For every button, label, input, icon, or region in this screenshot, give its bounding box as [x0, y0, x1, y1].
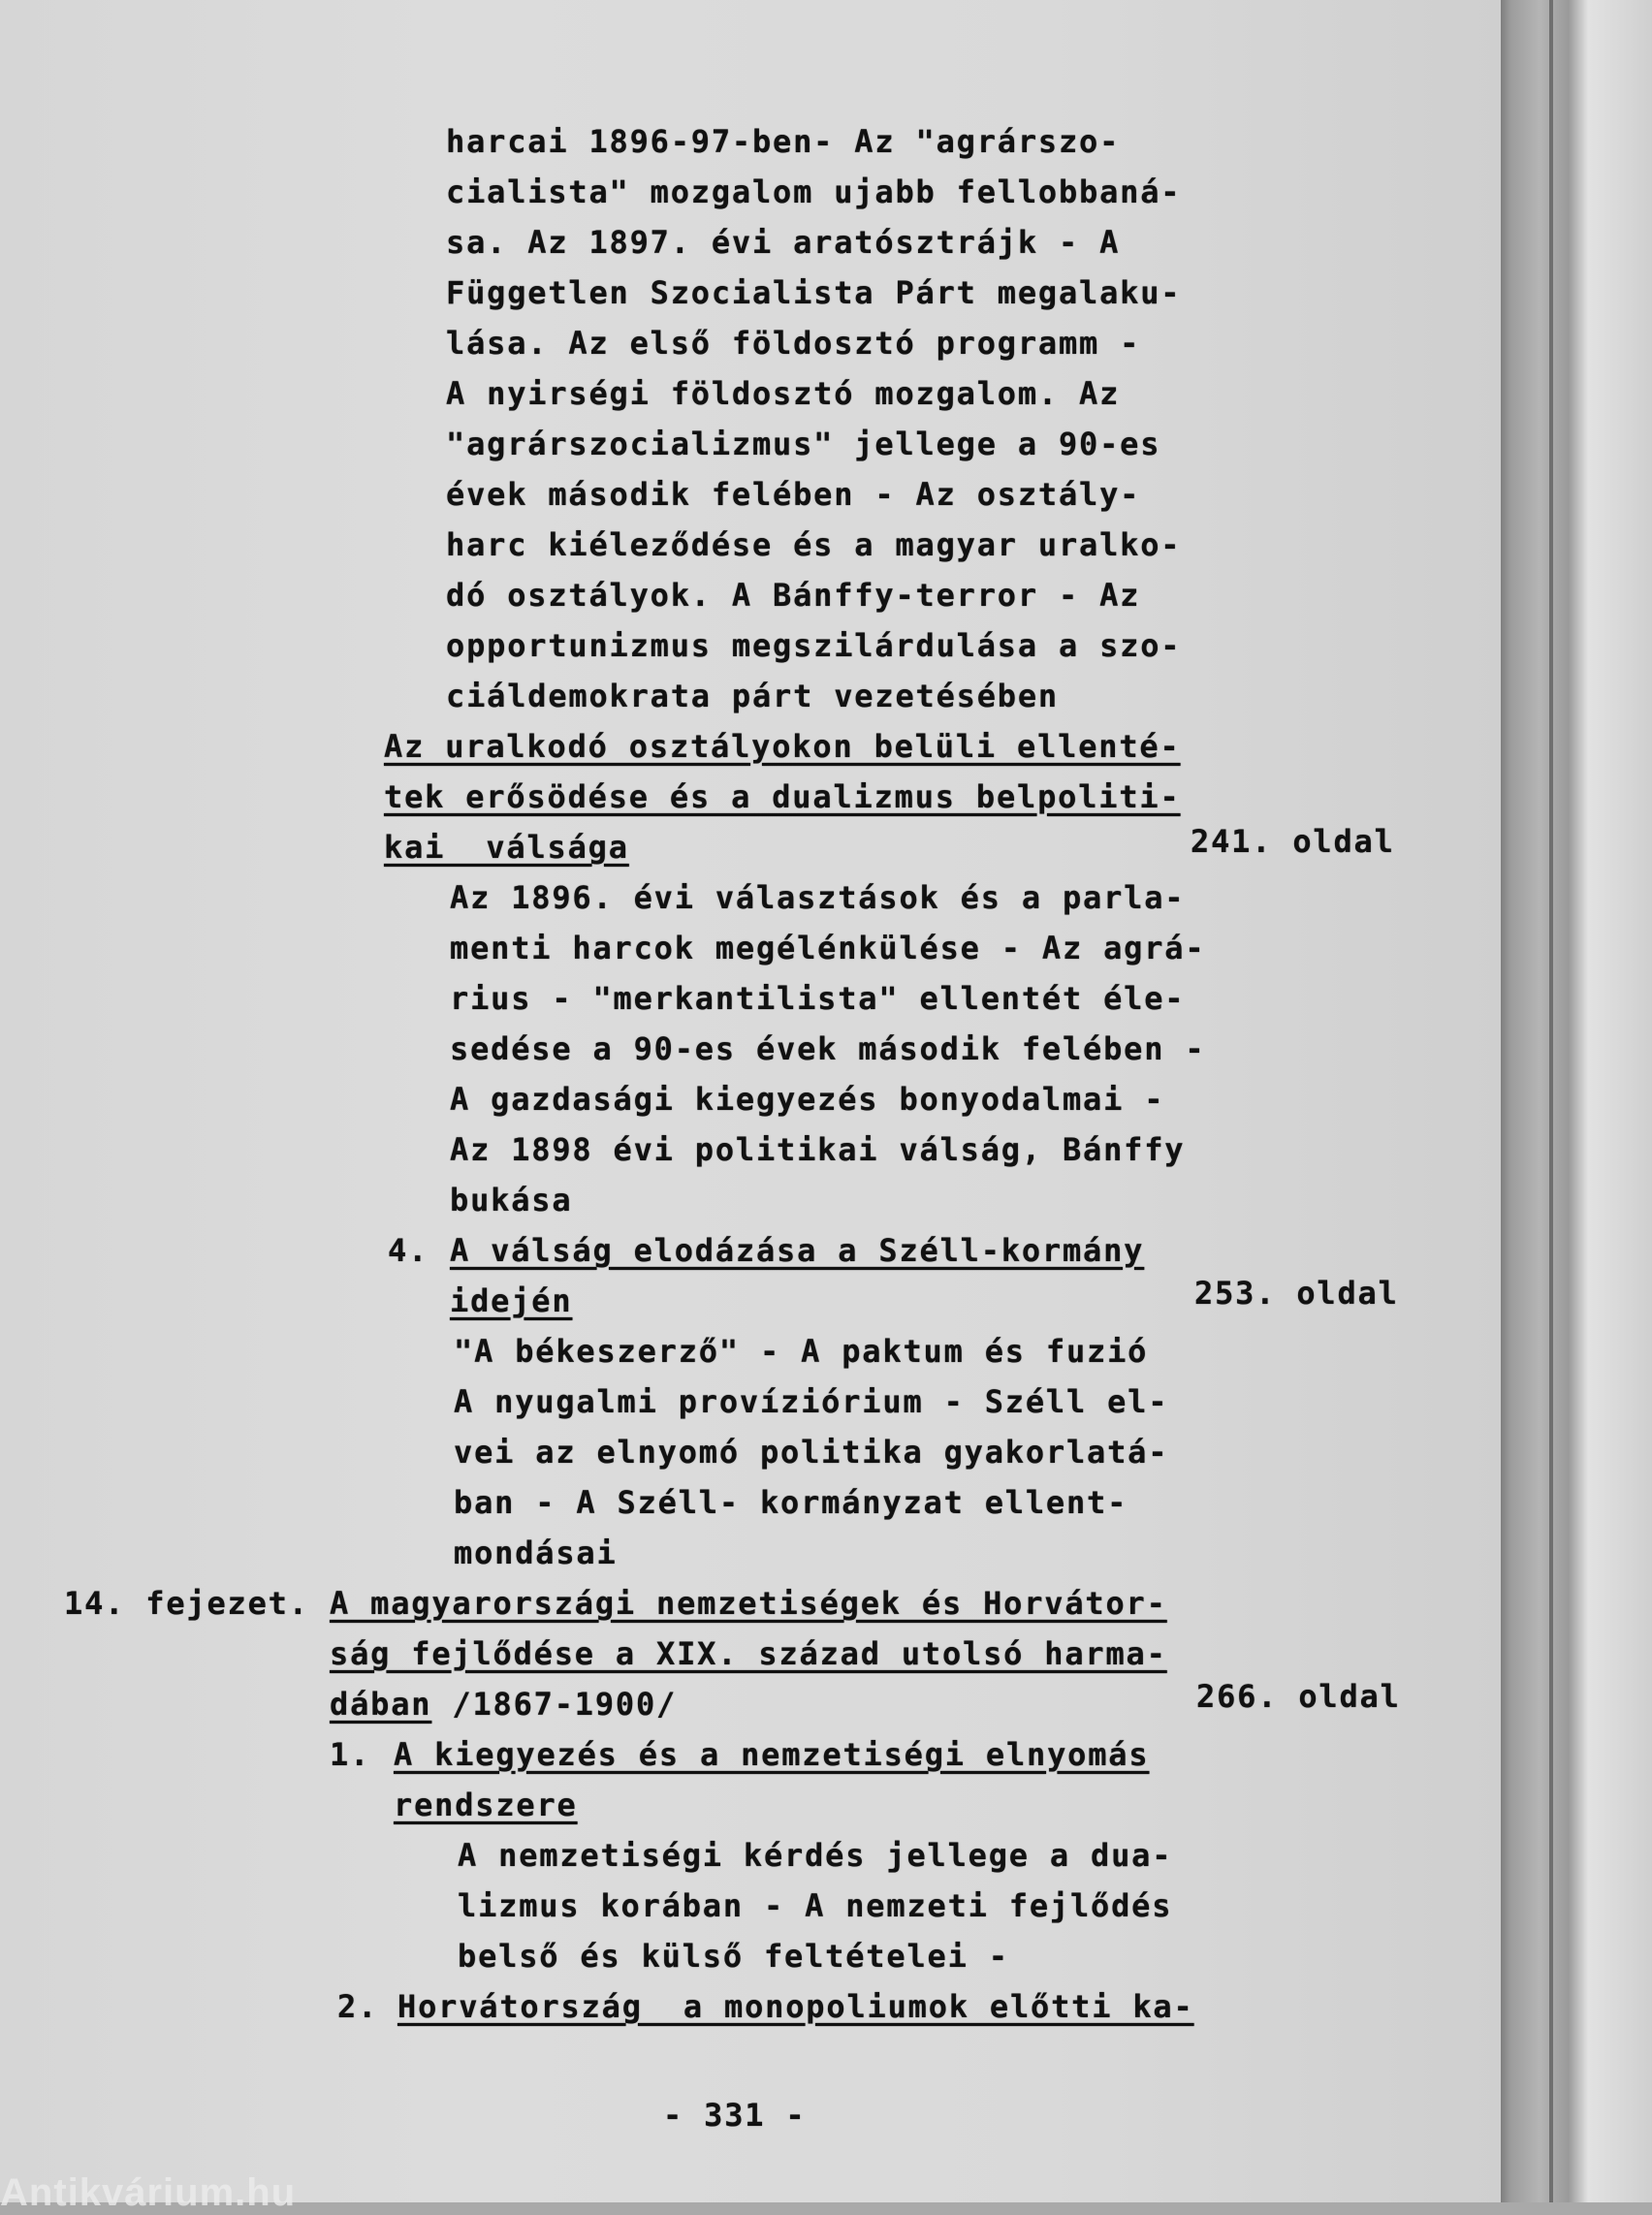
- page-ref: 241. oldal: [1191, 823, 1395, 860]
- page-ref: 253. oldal: [1194, 1275, 1399, 1312]
- text-line: rius - "merkantilista" ellentét éle-: [450, 980, 1186, 1017]
- text-line: Az 1896. évi választások és a parla-: [450, 879, 1186, 916]
- text-line: ban - A Széll- kormányzat ellent-: [454, 1484, 1128, 1521]
- text-line: menti harcok megélénkülése - Az agrá-: [450, 930, 1206, 966]
- chapter-years: /1867-1900/: [431, 1686, 678, 1723]
- text-line: A nemzetiségi kérdés jellege a dua-: [458, 1837, 1173, 1874]
- page-number: - 331 -: [663, 2097, 807, 2134]
- watermark: Antikvárium.hu: [0, 2171, 297, 2214]
- text-line: A gazdasági kiegyezés bonyodalmai -: [450, 1081, 1165, 1118]
- text-line: mondásai: [454, 1535, 618, 1571]
- chapter-title: ság fejlődése a XIX. század utolsó harma-: [330, 1635, 1167, 1672]
- text-line: dó osztályok. A Bánffy-terror - Az: [446, 577, 1141, 614]
- page-ref: 266. oldal: [1196, 1678, 1401, 1715]
- section-heading: A kiegyezés és a nemzetiségi elnyomás: [394, 1736, 1150, 1773]
- text-line: A nyirségi földosztó mozgalom. Az: [446, 375, 1121, 412]
- text-line: sedése a 90-es évek második felében -: [450, 1030, 1206, 1067]
- section-heading: kai válsága: [384, 829, 629, 866]
- book-spine: [1501, 0, 1652, 2202]
- text-line: opportunizmus megszilárdulása a szo-: [446, 627, 1182, 664]
- text-line: Független Szocialista Párt megalaku-: [446, 274, 1182, 311]
- section-heading: Az uralkodó osztályokon belüli ellenté-: [384, 728, 1181, 765]
- text-line: vei az elnyomó politika gyakorlatá-: [454, 1434, 1169, 1471]
- section-heading: A válság elodázása a Széll-kormány: [450, 1232, 1145, 1269]
- text-line: "agrárszocializmus" jellege a 90-es: [446, 426, 1161, 462]
- text-line: ciáldemokrata párt vezetésében: [446, 678, 1059, 714]
- chapter-title: A magyarországi nemzetiségek és Horvátor-: [330, 1585, 1167, 1622]
- text-line: Az 1898 évi politikai válság, Bánffy: [450, 1131, 1186, 1168]
- text-line: sa. Az 1897. évi aratósztrájk - A: [446, 224, 1121, 261]
- text-line: belső és külső feltételei -: [458, 1938, 1009, 1975]
- text-line: évek második felében - Az osztály-: [446, 476, 1141, 513]
- text-line: harc kiéleződése és a magyar uralko-: [446, 526, 1182, 563]
- chapter-title-last: [330, 1686, 678, 1723]
- chapter-label: 14. fejezet.: [64, 1585, 309, 1622]
- section-heading: tek erősödése és a dualizmus belpoliti-: [384, 778, 1181, 815]
- section-heading: Horvátország a monopoliumok előtti ka-: [397, 1988, 1194, 2025]
- text-line: bukása: [450, 1182, 573, 1218]
- section-heading: rendszere: [394, 1787, 578, 1823]
- text-line: A nyugalmi províziórium - Széll el-: [454, 1383, 1169, 1420]
- text-line: harcai 1896-97-ben- Az "agrárszo-: [446, 123, 1121, 160]
- section-number: 1.: [330, 1736, 371, 1773]
- section-number: 2.: [337, 1988, 379, 2025]
- text-line: cialista" mozgalom ujabb fellobbaná-: [446, 174, 1182, 210]
- section-number: 4.: [388, 1232, 429, 1269]
- text-line: lizmus korában - A nemzeti fejlődés: [458, 1887, 1173, 1924]
- chapter-title-underlined: dában: [330, 1686, 432, 1723]
- text-line: "A békeszerző" - A paktum és fuzió: [454, 1333, 1149, 1370]
- section-heading: idején: [450, 1282, 573, 1319]
- text-line: lása. Az első földosztó programm -: [446, 325, 1141, 362]
